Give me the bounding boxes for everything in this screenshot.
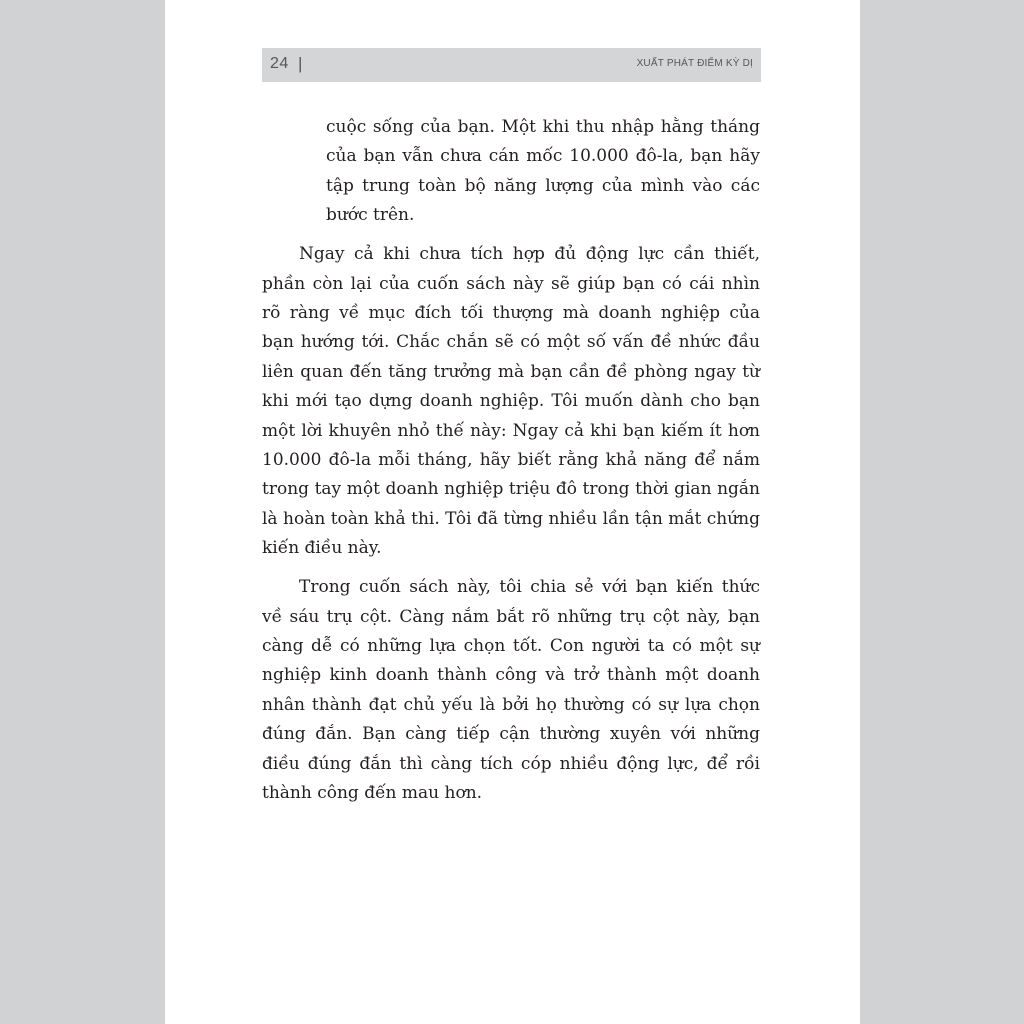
- text-line: của bạn vẫn chưa cán mốc 10.000 đô-la, bạn hãy: [326, 146, 760, 167]
- text-line: một lời khuyên nhỏ thế này: Ngay cả khi bạn kiếm ít hơn: [262, 420, 760, 441]
- body-text: [262, 113, 760, 818]
- text-line: Ngay cả khi chưa tích hợp đủ động lực cần thiết,: [299, 244, 760, 265]
- text-line: bước trên.: [326, 205, 415, 226]
- text-line: thành công đến mau hơn.: [262, 782, 483, 803]
- text-line: rõ ràng về mục đích tối thượng mà doanh nghiệp của: [262, 302, 760, 323]
- running-title: XUẤT PHÁT ĐIỂM KỲ DỊ: [636, 58, 753, 69]
- text-line: về sáu trụ cột. Càng nắm bắt rõ những trụ cột này, bạn: [262, 606, 760, 627]
- text-line: bạn hướng tới. Chắc chắn sẽ có một số vấn đề nhức đầu: [262, 332, 760, 353]
- page-number: 24: [270, 55, 289, 72]
- text-line: càng dễ có những lựa chọn tốt. Con người ta có một sự: [262, 635, 760, 656]
- text-line: liên quan đến tăng trưởng mà bạn cần đề phòng ngay từ: [262, 361, 760, 382]
- text-line: tập trung toàn bộ năng lượng của mình vào các: [326, 175, 760, 196]
- text-line: 10.000 đô-la mỗi tháng, hãy biết rằng khả năng để nắm: [262, 449, 760, 470]
- text-line: khi mới tạo dựng doanh nghiệp. Tôi muốn dành cho bạn: [262, 391, 760, 412]
- text-line: điều đúng đắn thì càng tích cóp nhiều động lực, để rồi: [262, 753, 760, 774]
- text-line: đúng đắn. Bạn càng tiếp cận thường xuyên với những: [262, 724, 760, 745]
- header-separator: |: [298, 54, 303, 73]
- text-line: Trong cuốn sách này, tôi chia sẻ với bạn kiến thức: [299, 577, 760, 598]
- paragraph: [262, 573, 760, 808]
- text-line: nhân thành đạt chủ yếu là bởi họ thường có sự lựa chọn: [262, 694, 760, 715]
- text-line: nghiệp kinh doanh thành công và trở thành một doanh: [262, 665, 760, 686]
- page-header: [262, 48, 761, 82]
- paragraph: [262, 240, 760, 563]
- paragraph-continued: [262, 113, 760, 231]
- text-line: là hoàn toàn khả thi. Tôi đã từng nhiều lần tận mắt chứng: [262, 508, 760, 529]
- text-line: trong tay một doanh nghiệp triệu đô trong thời gian ngắn: [262, 479, 760, 500]
- text-line: kiến điều này.: [262, 538, 382, 559]
- text-line: phần còn lại của cuốn sách này sẽ giúp bạn có cái nhìn: [262, 273, 760, 294]
- book-page: [165, 0, 860, 1024]
- text-line: cuộc sống của bạn. Một khi thu nhập hằng tháng: [326, 117, 760, 137]
